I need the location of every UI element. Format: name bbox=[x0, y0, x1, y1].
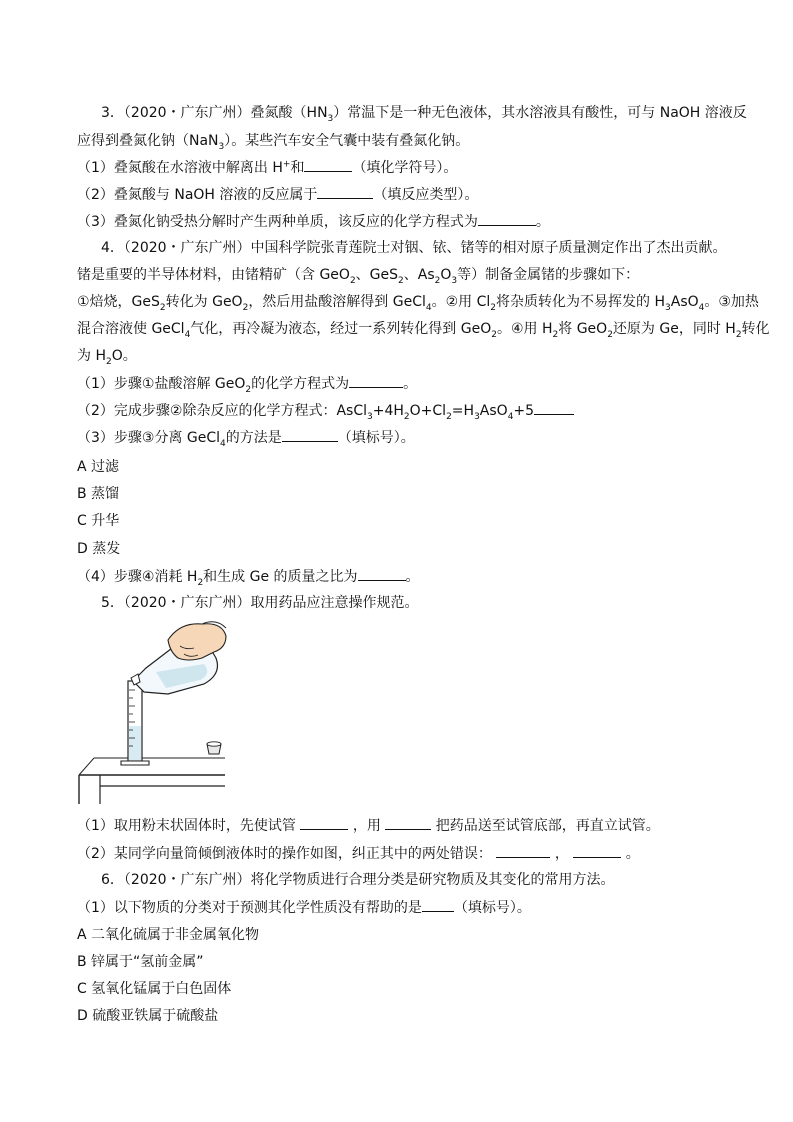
answer-blank[interactable] bbox=[422, 898, 454, 912]
q6-option-a[interactable]: A 二氧化硫属于非金属氧化物 bbox=[77, 927, 260, 943]
q4-option-d[interactable]: D 蒸发 bbox=[77, 541, 121, 557]
q5-part-2: （2）某同学向量筒倾倒液体时的操作如图，纠正其中的两处错误： ， 。 bbox=[77, 846, 640, 862]
q3-line-1: 3．（2020・广东广州）叠氮酸$(HN_3)$常温下是一种无色液体，其水溶液具有酸性，可与 NaOH 溶液反 bbox=[101, 105, 747, 124]
q6-option-d[interactable]: D 硫酸亚铁属于硫酸盐 bbox=[77, 1008, 219, 1024]
q4-line-2: 锗是重要的半导体材料，由锗精矿（含 GeO$_2$、GeS$_2$、$As_2O_3$等）制备金属锗的步骤如下： bbox=[77, 267, 640, 286]
q4-line-1: 4．（2020・广东广州）中国科学院张青莲院士对铟、铱、锗等的相对原子质量测定作出了杰出贡献。 bbox=[101, 240, 727, 256]
q4-part-4: （4）步骤④消耗 $H_2$和生成 Ge 的质量之比为 。 bbox=[77, 569, 420, 588]
q4-option-c[interactable]: C 升华 bbox=[77, 513, 120, 529]
table-side-edge bbox=[79, 758, 94, 775]
q4-option-b[interactable]: B 蒸馏 bbox=[77, 486, 120, 502]
answer-blank[interactable] bbox=[496, 844, 550, 858]
answer-blank[interactable] bbox=[573, 844, 621, 858]
answer-blank[interactable] bbox=[534, 401, 574, 415]
q3-part-3: （3）叠氮化钠受热分解时产生两种单质，该反应的化学方程式为 。 bbox=[77, 214, 550, 230]
cylinder-liquid bbox=[129, 726, 141, 760]
q3-part-2: （2）叠氮酸与 NaOH 溶液的反应属于 （填反应类型）。 bbox=[77, 187, 479, 203]
q4-part-3: （3）步骤③分离 GeCl$_4$的方法是 （填标号）。 bbox=[77, 430, 415, 449]
q4-part-2: （2）完成步骤②除杂反应的化学方程式：$AsCl_3+4H_2O+Cl_2=H_3AsO_4+5$ bbox=[77, 401, 574, 420]
q4-option-a[interactable]: A 过滤 bbox=[77, 459, 120, 475]
answer-blank[interactable] bbox=[478, 212, 536, 226]
q6-option-c[interactable]: C 氢氧化锰属于白色固体 bbox=[77, 981, 232, 997]
pouring-liquid-illustration bbox=[76, 618, 236, 808]
q6-part-1: （1）以下物质的分类对于预测其化学性质没有帮助的是 （填标号）。 bbox=[77, 900, 531, 916]
answer-blank[interactable] bbox=[358, 567, 406, 581]
cylinder-base bbox=[121, 761, 149, 765]
q3-part-1: （1）叠氮酸在水溶液中解离出 H+和 （填化学符号）。 bbox=[77, 159, 458, 176]
q4-line-5: 为 $H_2O$。 bbox=[77, 348, 137, 367]
q6-line-1: 6．（2020・广东广州）将化学物质进行合理分类是研究物质及其变化的常用方法。 bbox=[101, 872, 615, 888]
q6-option-b[interactable]: B 锌属于“氢前金属” bbox=[77, 954, 204, 970]
hand bbox=[168, 624, 226, 660]
answer-blank[interactable] bbox=[349, 374, 403, 388]
q5-part-1: （1）取用粉末状固体时，先使试管 ，用 把药品送至试管底部，再直立试管。 bbox=[77, 818, 660, 834]
stopper-top bbox=[207, 742, 221, 746]
answer-blank[interactable] bbox=[317, 185, 373, 199]
answer-blank[interactable] bbox=[385, 816, 431, 830]
q4-line-4: 混合溶液使 GeCl$_4$气化，再冷凝为液态，经过一系列转化得到 GeO$_2$。④用 $H_2$将 GeO$_2$还原为 Ge，同时 $H_2$转化 bbox=[77, 321, 770, 340]
answer-blank[interactable] bbox=[300, 816, 348, 830]
q5-line-1: 5．（2020・广东广州）取用药品应注意操作规范。 bbox=[101, 595, 419, 611]
answer-blank[interactable] bbox=[304, 158, 352, 172]
answer-blank[interactable] bbox=[282, 428, 338, 442]
q4-part-1: （1）步骤①盐酸溶解 GeO$_2$的化学方程式为 。 bbox=[77, 376, 418, 395]
q4-line-3: ①焙烧，GeS$_2$转化为 GeO$_2$，然后用盐酸溶解得到 GeCl$_4$。②用 $Cl_2$将杂质转化为不易挥发的 $H_3AsO_4$。③加热 bbox=[77, 294, 759, 313]
q3-line-2: 应得到叠氮化钠（NaN$_3$）。某些汽车安全气囊中装有叠氮化钠。 bbox=[77, 133, 470, 152]
